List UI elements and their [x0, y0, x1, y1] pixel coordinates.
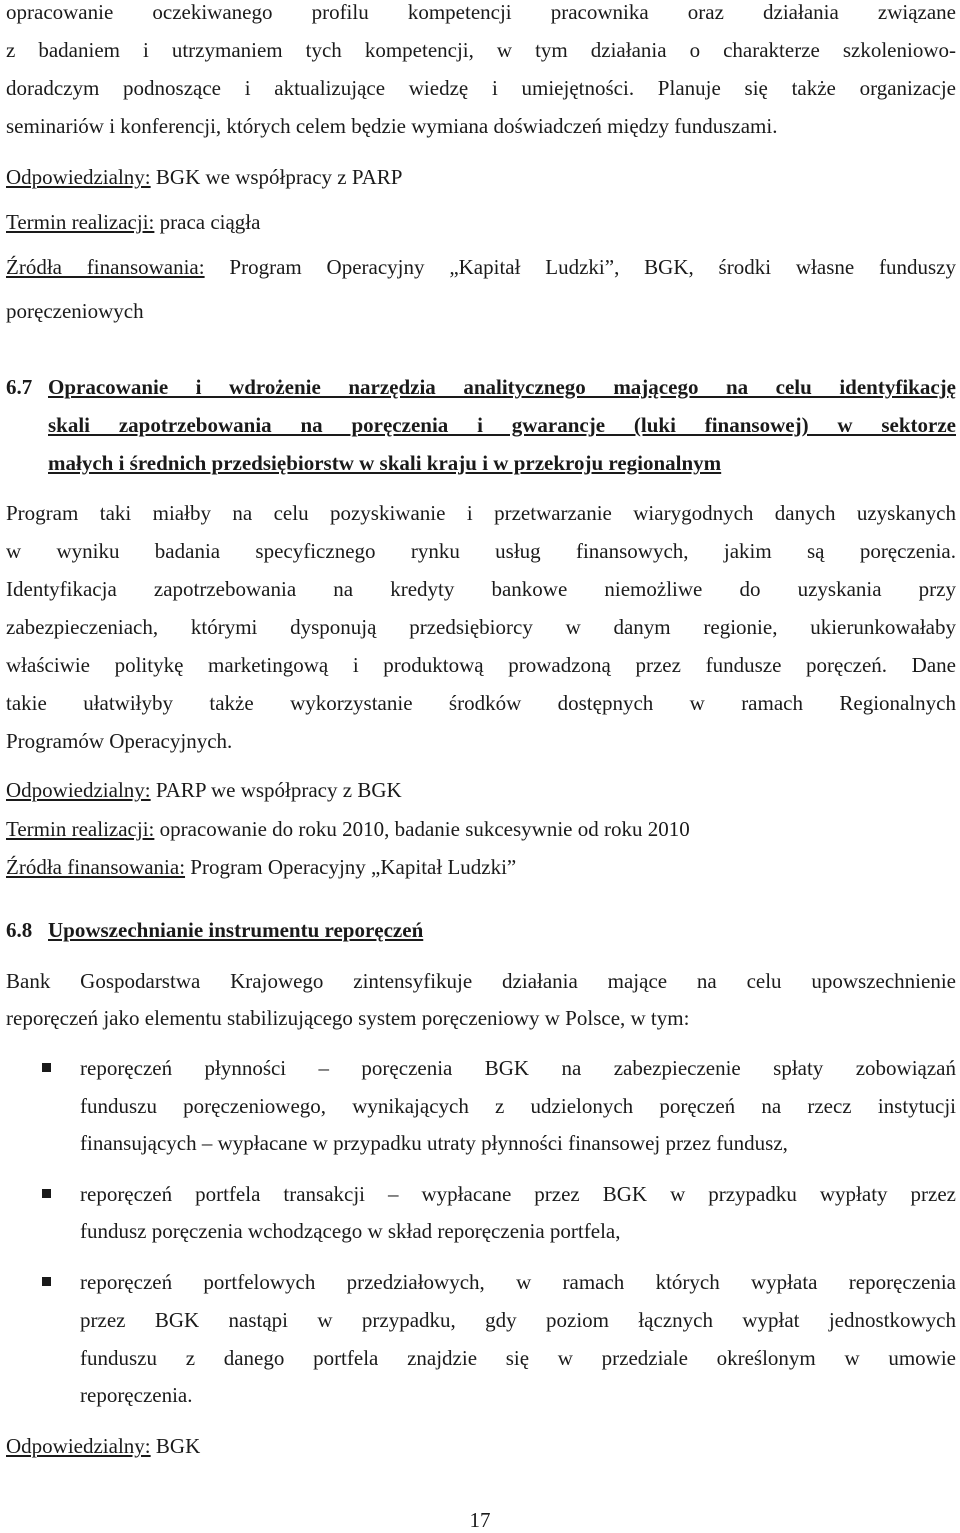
- deadline-value: opracowanie do roku 2010, badanie sukcesywnie od roku 2010: [154, 817, 690, 841]
- deadline-value: praca ciągła: [154, 210, 261, 234]
- list-item-line: finansujących – wypłacane w przypadku utraty płynności finansowej przez fundusz,: [80, 1131, 788, 1155]
- responsible-line: [6, 778, 402, 803]
- list-item-line: fundusz poręczenia wchodzącego w skład reporęczenia portfela,: [80, 1219, 621, 1243]
- section-title: Upowszechnianie instrumentu reporęczeń: [48, 918, 424, 942]
- responsible-label: Odpowiedzialny:: [6, 165, 151, 189]
- deadline-line: [6, 817, 690, 842]
- funding-line: [6, 255, 956, 280]
- paragraph-line: Bank Gospodarstwa Krajowego zintensyfikuje działania mające na celu upowszechnienie: [6, 969, 956, 993]
- section-number: 6.7: [6, 375, 33, 399]
- list-item-line: reporęczeń portfelowych przedziałowych, w ramach których wypłata reporęczenia: [80, 1270, 956, 1294]
- funding-label: Źródła finansowania:: [6, 855, 186, 879]
- section-title: małych i średnich przedsiębiorstw w skali kraju i w przekroju regionalnym: [48, 451, 722, 475]
- paragraph-line: w wyniku badania specyficznego rynku usług finansowych, jakim są poręczenia.: [6, 539, 956, 563]
- deadline-label: Termin realizacji:: [6, 817, 155, 841]
- funding-line-continued: poręczeniowych: [6, 299, 144, 323]
- page-number: 17: [469, 1508, 491, 1532]
- bullet-icon: [42, 1189, 51, 1198]
- section-title: Opracowanie i wdrożenie narzędzia analitycznego mającego na celu identyfikację: [48, 375, 956, 399]
- section-title: skali zapotrzebowania na poręczenia i gwarancje (luki finansowej) w sektorze: [48, 413, 956, 437]
- responsible-label: Odpowiedzialny:: [6, 778, 151, 802]
- paragraph-line: reporęczeń jako elementu stabilizującego system poręczeniowy w Polsce, w tym:: [6, 1006, 690, 1030]
- responsible-value: BGK we współpracy z PARP: [150, 165, 403, 189]
- section-number: 6.8: [6, 918, 33, 942]
- responsible-value: PARP we współpracy z BGK: [150, 778, 402, 802]
- paragraph-line: zabezpieczeniach, którymi dysponują przedsiębiorcy w danym regionie, ukierunkowałaby: [6, 615, 956, 639]
- paragraph-line: Programów Operacyjnych.: [6, 729, 233, 753]
- responsible-value: BGK: [150, 1434, 201, 1458]
- list-item-line: funduszu z danego portfela znajdzie się w przedziale określonym w umowie: [80, 1346, 956, 1370]
- deadline-line: [6, 210, 260, 235]
- funding-value: Program Operacyjny „Kapitał Ludzki”, BGK, środki własne funduszy: [204, 255, 956, 279]
- paragraph-line: właściwie politykę marketingową i produktową prowadzoną przez fundusze poręczeń. Dane: [6, 653, 956, 677]
- paragraph-line: z badaniem i utrzymaniem tych kompetencji, w tym działania o charakterze szkoleniowo-: [6, 38, 956, 62]
- paragraph-line: doradczym podnoszące i aktualizujące wiedzę i umiejętności. Planuje się także organizacje: [6, 76, 956, 100]
- list-item-line: reporęczeń portfela transakcji – wypłacane przez BGK w przypadku wypłaty przez: [80, 1182, 956, 1206]
- list-item-line: reporęczenia.: [80, 1383, 193, 1407]
- funding-value: Program Operacyjny „Kapitał Ludzki”: [185, 855, 517, 879]
- list-item-line: przez BGK nastąpi w przypadku, gdy poziom łącznych wypłat jednostkowych: [80, 1308, 956, 1332]
- list-item-line: reporęczeń płynności – poręczenia BGK na zabezpieczenie spłaty zobowiązań: [80, 1056, 956, 1080]
- responsible-label: Odpowiedzialny:: [6, 1434, 151, 1458]
- deadline-label: Termin realizacji:: [6, 210, 155, 234]
- responsible-line: [6, 1434, 200, 1459]
- funding-line: [6, 855, 516, 880]
- paragraph-line: Identyfikacja zapotrzebowania na kredyty bankowe niemożliwe do uzyskania przy: [6, 577, 956, 601]
- paragraph-line: takie ułatwiłyby także wykorzystanie środków dostępnych w ramach Regionalnych: [6, 691, 956, 715]
- bullet-icon: [42, 1063, 51, 1072]
- paragraph-line: opracowanie oczekiwanego profilu kompetencji pracownika oraz działania związane: [6, 0, 956, 24]
- responsible-line: [6, 165, 402, 190]
- list-item-line: funduszu poręczeniowego, wynikających z udzielonych poręczeń na rzecz instytucji: [80, 1094, 956, 1118]
- paragraph-line: seminariów i konferencji, których celem będzie wymiana doświadczeń między funduszami.: [6, 114, 778, 138]
- bullet-icon: [42, 1277, 51, 1286]
- funding-label: Źródła finansowania:: [6, 255, 205, 279]
- paragraph-line: Program taki miałby na celu pozyskiwanie i przetwarzanie wiarygodnych danych uzyskanych: [6, 501, 956, 525]
